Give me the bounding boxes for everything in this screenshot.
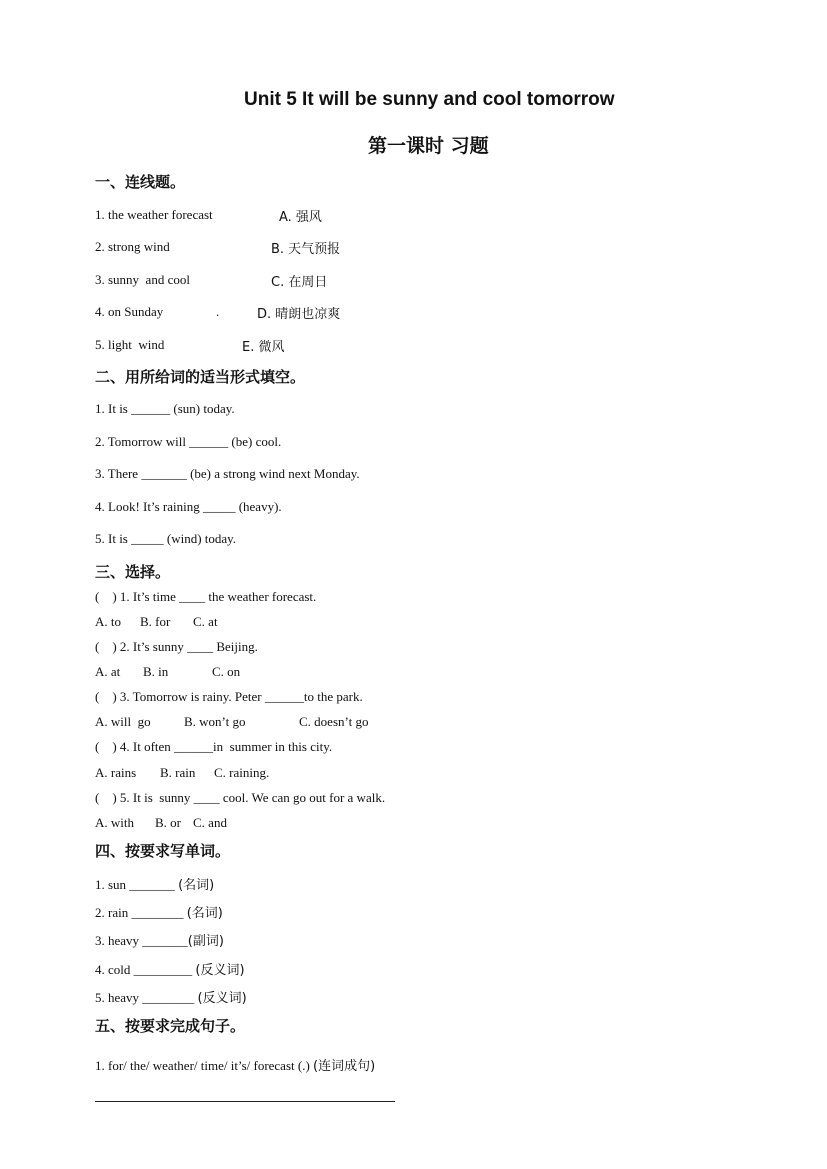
word-item-5-note: (反义词): [197, 991, 247, 1006]
choice-question-3: ( ) 3. Tomorrow is rainy. Peter ______to the park.: [95, 689, 363, 704]
choice-option-1b: B. for: [140, 614, 171, 629]
section2-heading: 二、用所给词的适当形式填空。: [95, 368, 306, 386]
answer-line: [95, 1101, 395, 1102]
choice-option-5b: B. or: [155, 815, 181, 830]
match-right-5: E. 微风: [242, 340, 285, 355]
choice-option-3a: A. will go: [95, 714, 151, 729]
match-left-5: 5. light wind: [95, 337, 165, 352]
match-right-3: C. 在周日: [271, 275, 328, 290]
word-item-2-note: (名词): [186, 906, 223, 921]
word-item-3-text: 3. heavy _______: [95, 933, 188, 948]
word-item-1-text: 1. sun _______: [95, 877, 179, 892]
choice-option-4a: A. rains: [95, 765, 137, 780]
choice-option-1c: C. at: [193, 614, 218, 629]
choice-option-3b: B. won’t go: [184, 714, 246, 729]
page-title: Unit 5 It will be sunny and cool tomorrow: [244, 89, 615, 110]
sentence-item-1: [95, 1055, 375, 1074]
match-right-2: B. 天气预报: [271, 242, 341, 257]
word-item-5: [95, 987, 247, 1006]
match-right-1: A. 强风: [279, 210, 322, 225]
section5-heading: 五、按要求完成句子。: [95, 1017, 246, 1035]
word-item-2: [95, 902, 223, 921]
word-item-4-note: (反义词): [195, 963, 245, 978]
match-left-4: 4. on Sunday: [95, 304, 164, 319]
word-item-4: [95, 959, 245, 978]
choice-option-4b: B. rain: [160, 765, 196, 780]
sentence-item-1-text: 1. for/ the/ weather/ time/ it’s/ forecast (.): [95, 1058, 314, 1073]
match-left-2: 2. strong wind: [95, 239, 170, 254]
match-left-3: 3. sunny and cool: [95, 272, 190, 287]
word-item-3: [95, 930, 224, 949]
choice-option-5a: A. with: [95, 815, 134, 830]
section3-heading: 三、选择。: [95, 563, 171, 581]
fill-item-2: 2. Tomorrow will ______ (be) cool.: [95, 434, 282, 449]
word-item-2-text: 2. rain ________: [95, 905, 187, 920]
choice-option-2c: C. on: [212, 664, 241, 679]
fill-item-1: 1. It is ______ (sun) today.: [95, 401, 235, 416]
word-item-5-text: 5. heavy ________: [95, 990, 198, 1005]
page-subtitle: 第一课时 习题: [368, 135, 489, 157]
choice-question-1: ( ) 1. It’s time ____ the weather forecast.: [95, 589, 317, 604]
choice-option-2b: B. in: [143, 664, 169, 679]
fill-item-3: 3. There _______ (be) a strong wind next Monday.: [95, 466, 360, 481]
match-right-4: D. 晴朗也凉爽: [257, 307, 341, 322]
section1-heading: 一、连线题。: [95, 173, 186, 191]
match-left-1: 1. the weather forecast: [95, 207, 213, 222]
choice-option-5c: C. and: [193, 815, 227, 830]
fill-item-5: 5. It is _____ (wind) today.: [95, 531, 237, 546]
choice-option-1a: A. to: [95, 614, 121, 629]
word-item-3-note: (副词): [187, 934, 224, 949]
sentence-item-1-note: (连词成句): [313, 1059, 376, 1074]
match-dot-4: .: [216, 304, 220, 319]
section4-heading: 四、按要求写单词。: [95, 842, 231, 860]
choice-option-2a: A. at: [95, 664, 121, 679]
word-item-1-note: (名词): [178, 878, 215, 893]
fill-item-4: 4. Look! It’s raining _____ (heavy).: [95, 499, 282, 514]
choice-question-5: ( ) 5. It is sunny ____ cool. We can go out for a walk.: [95, 790, 386, 805]
choice-question-4: ( ) 4. It often ______in summer in this city.: [95, 739, 333, 754]
choice-question-2: ( ) 2. It’s sunny ____ Beijing.: [95, 639, 258, 654]
choice-option-4c: C. raining.: [214, 765, 270, 780]
choice-option-3c: C. doesn’t go: [299, 714, 369, 729]
word-item-4-text: 4. cold _________: [95, 962, 196, 977]
word-item-1: [95, 874, 214, 893]
